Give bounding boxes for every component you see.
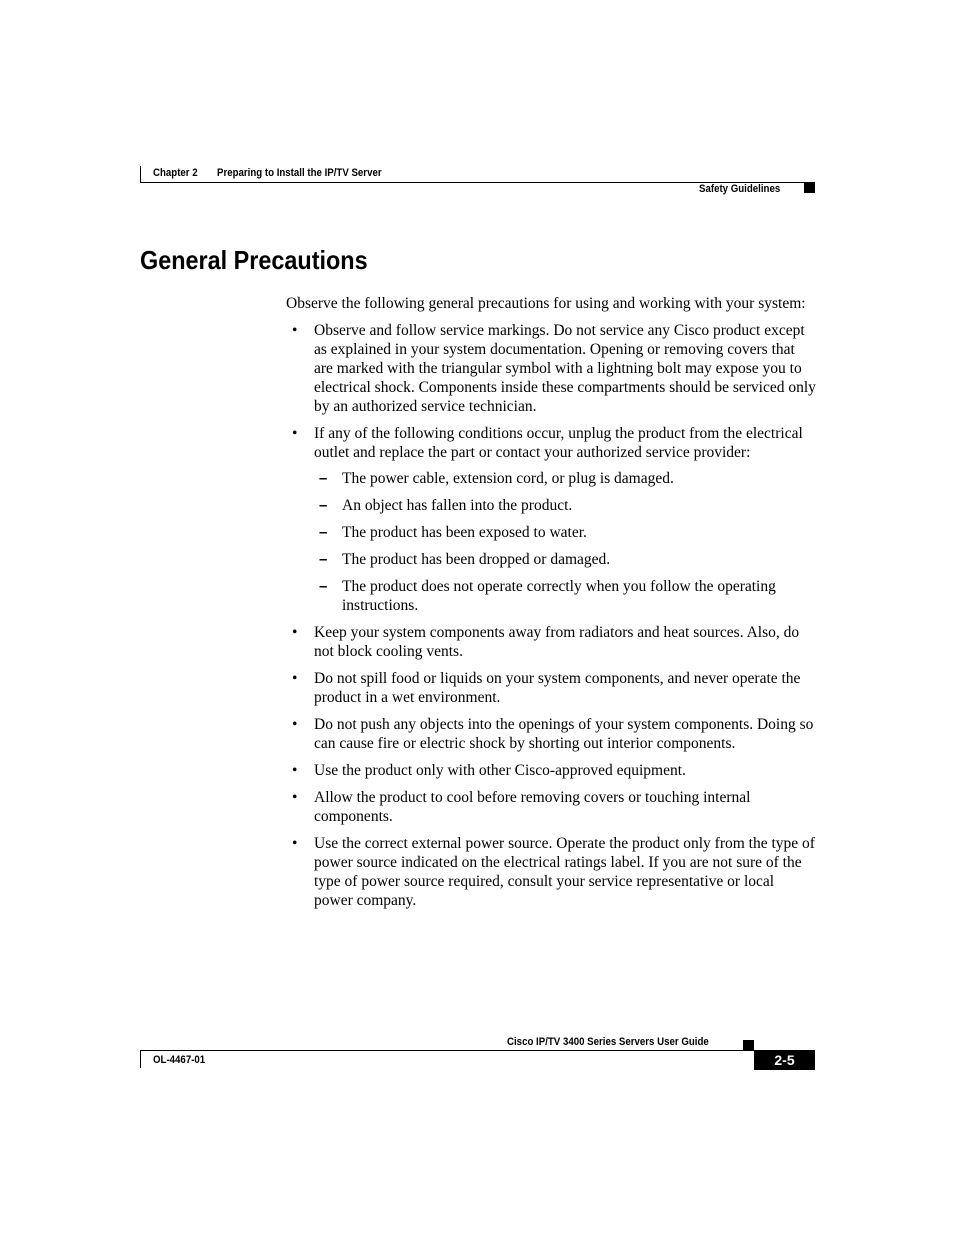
list-item-text: Keep your system components away from radiators and heat sources. Also, do not block cooling vents. bbox=[314, 624, 800, 660]
list-item-text: Do not spill food or liquids on your system components, and never operate the product in a wet environment. bbox=[314, 670, 801, 706]
sublist-item-text: The product does not operate correctly when you follow the operating instructions. bbox=[342, 578, 776, 614]
list-item bbox=[286, 834, 816, 910]
dash-marker: – bbox=[319, 497, 328, 514]
dash-marker: – bbox=[319, 551, 328, 568]
list-item bbox=[286, 788, 816, 826]
list-item bbox=[286, 669, 816, 707]
dash-marker: – bbox=[319, 470, 328, 487]
header-left-rule bbox=[140, 166, 141, 183]
list-item-text: Do not push any objects into the openings of your system components. Doing so can cause fire or electric shock by shorting out interior components. bbox=[314, 716, 814, 752]
sublist-item-text: The product has been dropped or damaged. bbox=[342, 551, 611, 568]
list-item-text: Use the product only with other Cisco-approved equipment. bbox=[314, 762, 686, 779]
header-marker-block bbox=[804, 183, 815, 193]
header-chapter: Chapter 2 bbox=[153, 167, 198, 179]
footer-left-rule bbox=[140, 1050, 141, 1068]
body-content bbox=[286, 294, 816, 918]
bullet-marker: • bbox=[292, 762, 298, 779]
header-chapter-title: Preparing to Install the IP/TV Server bbox=[217, 167, 382, 179]
bullet-marker: • bbox=[292, 322, 298, 339]
dash-marker: – bbox=[319, 524, 328, 541]
list-item bbox=[286, 761, 816, 780]
footer-doc-number: OL-4467-01 bbox=[153, 1054, 206, 1066]
sublist-item bbox=[314, 523, 816, 542]
bullet-marker: • bbox=[292, 789, 298, 806]
sublist-item bbox=[314, 550, 816, 569]
section-heading: General Precautions bbox=[140, 245, 368, 275]
sublist-item bbox=[314, 496, 816, 515]
bullet-marker: • bbox=[292, 624, 298, 641]
list-item bbox=[286, 715, 816, 753]
bullet-marker: • bbox=[292, 425, 298, 442]
sublist-item-text: An object has fallen into the product. bbox=[342, 497, 573, 514]
sublist-item bbox=[314, 469, 816, 488]
precautions-list bbox=[286, 321, 816, 910]
sublist-item bbox=[314, 577, 816, 615]
list-item bbox=[286, 424, 816, 615]
header-section: Safety Guidelines bbox=[699, 183, 781, 195]
bullet-marker: • bbox=[292, 835, 298, 852]
list-item-text: If any of the following conditions occur, unplug the product from the electrical outlet and replace the part or contact your authorized service provider: bbox=[314, 425, 803, 461]
dash-marker: – bbox=[319, 578, 328, 595]
footer-rule bbox=[140, 1050, 815, 1051]
page-number: 2-5 bbox=[754, 1051, 815, 1070]
list-item-text: Use the correct external power source. Operate the product only from the type of power source indicated on the electrical ratings label. If you are not sure of the type of power source required, consult your service representative or local power company. bbox=[314, 835, 815, 909]
footer-guide-title: Cisco IP/TV 3400 Series Servers User Guide bbox=[507, 1036, 709, 1048]
intro-paragraph: Observe the following general precautions for using and working with your system: bbox=[286, 295, 806, 312]
bullet-marker: • bbox=[292, 670, 298, 687]
list-item bbox=[286, 321, 816, 416]
list-item bbox=[286, 623, 816, 661]
sublist-item-text: The product has been exposed to water. bbox=[342, 524, 587, 541]
footer-marker-block bbox=[743, 1040, 754, 1050]
list-item-text: Allow the product to cool before removing covers or touching internal components. bbox=[314, 789, 751, 825]
list-item-text: Observe and follow service markings. Do not service any Cisco product except as explained in your system documentation. Opening or removing covers that are marked with the triangular symbol with a lightning bolt may expose you to electrical shock. Components inside these compartments should be serviced only by an authorized service technician. bbox=[314, 322, 816, 415]
conditions-sublist bbox=[314, 469, 816, 615]
sublist-item-text: The power cable, extension cord, or plug is damaged. bbox=[342, 470, 674, 487]
bullet-marker: • bbox=[292, 716, 298, 733]
